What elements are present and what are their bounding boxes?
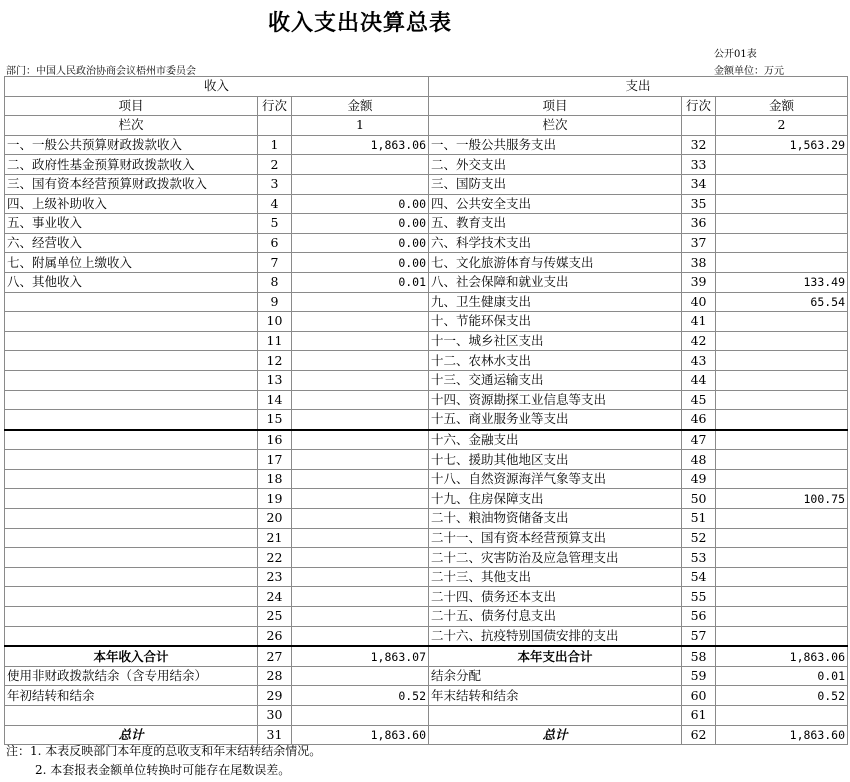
expense-amount (716, 370, 848, 390)
expense-grand-label: 总计 (429, 725, 682, 745)
expense-item-label: 二、外交支出 (429, 155, 682, 175)
table-row (5, 370, 848, 390)
expense-amount (716, 174, 848, 194)
expense-amount (716, 509, 848, 529)
expense-item-label: 六、科学技术支出 (429, 233, 682, 253)
expense-item-label: 十九、住房保障支出 (429, 489, 682, 509)
expense-amount-header: 金额 (716, 96, 848, 116)
income-line-number: 3 (258, 174, 292, 194)
table-row (5, 194, 848, 214)
expense-amount (716, 233, 848, 253)
income-item-label (5, 450, 258, 470)
income-amount (292, 174, 429, 194)
expense-line-number: 36 (682, 214, 716, 234)
income-amount (292, 528, 429, 548)
nonfiscal-surplus-row (5, 666, 848, 686)
income-amount-header: 金额 (292, 96, 429, 116)
expense-line-number: 56 (682, 607, 716, 627)
table-row (5, 430, 848, 450)
income-line-number: 14 (258, 390, 292, 410)
expense-line-number: 46 (682, 410, 716, 430)
income-column-line-empty (258, 116, 292, 136)
expense-item-label: 二十六、抗疫特别国债安排的支出 (429, 626, 682, 646)
table-row (5, 135, 848, 155)
expense-surplus-amount: 0.01 (716, 666, 848, 686)
expense-amount (716, 194, 848, 214)
expense-item-label: 二十三、其他支出 (429, 567, 682, 587)
expense-line-number: 41 (682, 312, 716, 332)
income-item-label: 一、一般公共预算财政拨款收入 (5, 135, 258, 155)
department-label: 部门：中国人民政治协商会议梧州市委员会 (6, 66, 196, 77)
income-line-number: 20 (258, 509, 292, 529)
expense-line-number: 52 (682, 528, 716, 548)
income-amount (292, 390, 429, 410)
expense-end-amount: 0.52 (716, 686, 848, 706)
income-item-label (5, 489, 258, 509)
income-item-label (5, 509, 258, 529)
income-total-amount: 1,863.07 (292, 646, 429, 666)
income-begin-amount: 0.52 (292, 686, 429, 706)
income-amount (292, 155, 429, 175)
footnote-2: 2. 本套报表金额单位转换时可能存在尾数误差。 (35, 763, 291, 777)
income-line-number: 5 (258, 214, 292, 234)
table-row (5, 390, 848, 410)
expense-item-label: 七、文化旅游体育与传媒支出 (429, 253, 682, 273)
table-row (5, 607, 848, 627)
expense-line-number: 44 (682, 370, 716, 390)
income-item-label: 二、政府性基金预算财政拨款收入 (5, 155, 258, 175)
expense-line-number: 39 (682, 272, 716, 292)
expense-amount (716, 155, 848, 175)
expense-line-number: 34 (682, 174, 716, 194)
income-line-number: 21 (258, 528, 292, 548)
income-amount (292, 509, 429, 529)
income-amount: 0.00 (292, 194, 429, 214)
expense-item-label: 十四、资源勘探工业信息等支出 (429, 390, 682, 410)
unit-label: 金额单位：万元 (714, 66, 784, 77)
income-line-number: 12 (258, 351, 292, 371)
expense-item-label: 十八、自然资源海洋气象等支出 (429, 469, 682, 489)
expense-amount (716, 312, 848, 332)
income-item-label (5, 410, 258, 430)
income-item-label (5, 331, 258, 351)
income-nonfiscal-label: 使用非财政拨款结余（含专用结余） (5, 666, 258, 686)
income-item-label (5, 567, 258, 587)
income-item-label (5, 430, 258, 450)
expense-line-number: 53 (682, 548, 716, 568)
column-header-row (5, 96, 848, 116)
expense-line-number: 33 (682, 155, 716, 175)
expense-item-label: 十一、城乡社区支出 (429, 331, 682, 351)
income-item-label (5, 390, 258, 410)
table-row (5, 548, 848, 568)
income-line-number: 13 (258, 370, 292, 390)
income-item-label (5, 548, 258, 568)
income-section-header: 收入 (5, 77, 429, 97)
income-total-label: 本年收入合计 (5, 646, 258, 666)
expense-grand-line: 62 (682, 725, 716, 745)
expense-amount (716, 351, 848, 371)
income-item-label (5, 469, 258, 489)
income-amount (292, 607, 429, 627)
income-blank-label (5, 706, 258, 726)
income-begin-line: 29 (258, 686, 292, 706)
annual-total-row (5, 646, 848, 666)
table-row (5, 567, 848, 587)
section-header-row (5, 77, 848, 97)
income-grand-line: 31 (258, 725, 292, 745)
income-amount (292, 548, 429, 568)
income-grand-label: 总计 (5, 725, 258, 745)
income-item-label: 三、国有资本经营预算财政拨款收入 (5, 174, 258, 194)
table-row (5, 233, 848, 253)
income-item-label (5, 607, 258, 627)
expense-line-number: 48 (682, 450, 716, 470)
expense-amount (716, 567, 848, 587)
expense-amount (716, 587, 848, 607)
expense-line-number: 50 (682, 489, 716, 509)
column-index-row (5, 116, 848, 136)
expense-total-amount: 1,863.06 (716, 646, 848, 666)
expense-item-label: 五、教育支出 (429, 214, 682, 234)
expense-amount (716, 626, 848, 646)
expense-item-label: 十五、商业服务业等支出 (429, 410, 682, 430)
income-item-label (5, 587, 258, 607)
income-item-label (5, 351, 258, 371)
expense-line-header: 行次 (682, 96, 716, 116)
expense-amount: 65.54 (716, 292, 848, 312)
table-row (5, 331, 848, 351)
income-line-number: 25 (258, 607, 292, 627)
income-line-number: 10 (258, 312, 292, 332)
income-amount (292, 587, 429, 607)
expense-item-label: 二十二、灾害防治及应急管理支出 (429, 548, 682, 568)
income-item-label: 四、上级补助收入 (5, 194, 258, 214)
income-total-line: 27 (258, 646, 292, 666)
income-blank-amount (292, 706, 429, 726)
income-line-number: 11 (258, 331, 292, 351)
table-row (5, 587, 848, 607)
expense-item-label: 二十一、国有资本经营预算支出 (429, 528, 682, 548)
expense-item-label: 四、公共安全支出 (429, 194, 682, 214)
income-line-number: 2 (258, 155, 292, 175)
expense-line-number: 38 (682, 253, 716, 273)
expense-line-number: 43 (682, 351, 716, 371)
income-amount (292, 331, 429, 351)
expense-line-number: 49 (682, 469, 716, 489)
expense-blank-label (429, 706, 682, 726)
expense-line-number: 32 (682, 135, 716, 155)
expense-amount (716, 253, 848, 273)
expense-line-number: 45 (682, 390, 716, 410)
carryover-row (5, 686, 848, 706)
income-line-header: 行次 (258, 96, 292, 116)
income-amount (292, 450, 429, 470)
table-row (5, 174, 848, 194)
income-line-number: 9 (258, 292, 292, 312)
income-expense-table (4, 76, 848, 745)
expense-section-header: 支出 (429, 77, 848, 97)
expense-item-label: 九、卫生健康支出 (429, 292, 682, 312)
expense-item-header: 项目 (429, 96, 682, 116)
expense-line-number: 40 (682, 292, 716, 312)
table-row (5, 626, 848, 646)
expense-surplus-line: 59 (682, 666, 716, 686)
income-item-label (5, 370, 258, 390)
income-line-number: 6 (258, 233, 292, 253)
income-grand-amount: 1,863.60 (292, 725, 429, 745)
income-amount: 0.01 (292, 272, 429, 292)
table-row (5, 292, 848, 312)
expense-amount: 100.75 (716, 489, 848, 509)
expense-line-number: 35 (682, 194, 716, 214)
expense-amount (716, 390, 848, 410)
income-amount (292, 292, 429, 312)
income-item-label: 六、经营收入 (5, 233, 258, 253)
income-item-label (5, 292, 258, 312)
expense-grand-amount: 1,863.60 (716, 725, 848, 745)
income-line-number: 1 (258, 135, 292, 155)
table-row (5, 509, 848, 529)
expense-amount (716, 528, 848, 548)
income-column-label: 栏次 (5, 116, 258, 136)
table-row (5, 272, 848, 292)
income-item-label: 七、附属单位上缴收入 (5, 253, 258, 273)
income-amount: 0.00 (292, 214, 429, 234)
expense-surplus-label: 结余分配 (429, 666, 682, 686)
income-line-number: 15 (258, 410, 292, 430)
form-code: 公开01表 (714, 49, 757, 60)
income-amount (292, 469, 429, 489)
expense-column-label: 栏次 (429, 116, 682, 136)
income-amount (292, 567, 429, 587)
expense-item-label: 十七、援助其他地区支出 (429, 450, 682, 470)
expense-item-label: 十三、交通运输支出 (429, 370, 682, 390)
expense-amount (716, 548, 848, 568)
table-row (5, 489, 848, 509)
income-line-number: 26 (258, 626, 292, 646)
table-row (5, 155, 848, 175)
expense-line-number: 47 (682, 430, 716, 450)
expense-amount: 133.49 (716, 272, 848, 292)
income-line-number: 17 (258, 450, 292, 470)
expense-line-number: 55 (682, 587, 716, 607)
expense-blank-amount (716, 706, 848, 726)
income-amount (292, 351, 429, 371)
expense-column-number: 2 (716, 116, 848, 136)
income-amount (292, 410, 429, 430)
income-amount (292, 312, 429, 332)
report-title: 收入支出决算总表 (267, 11, 452, 36)
table-row (5, 214, 848, 234)
expense-amount: 1,563.29 (716, 135, 848, 155)
expense-line-number: 42 (682, 331, 716, 351)
expense-column-line-empty (682, 116, 716, 136)
expense-line-number: 37 (682, 233, 716, 253)
income-begin-label: 年初结转和结余 (5, 686, 258, 706)
expense-line-number: 57 (682, 626, 716, 646)
expense-amount (716, 469, 848, 489)
table-row (5, 469, 848, 489)
income-nonfiscal-line: 28 (258, 666, 292, 686)
income-line-number: 22 (258, 548, 292, 568)
expense-end-line: 60 (682, 686, 716, 706)
income-line-number: 23 (258, 567, 292, 587)
income-amount (292, 430, 429, 450)
income-amount (292, 626, 429, 646)
expense-blank-line: 61 (682, 706, 716, 726)
expense-item-label: 二十五、债务付息支出 (429, 607, 682, 627)
income-amount (292, 370, 429, 390)
expense-end-label: 年末结转和结余 (429, 686, 682, 706)
table-row (5, 528, 848, 548)
income-column-number: 1 (292, 116, 429, 136)
income-item-label: 八、其他收入 (5, 272, 258, 292)
footnotes (6, 742, 321, 780)
income-line-number: 19 (258, 489, 292, 509)
income-item-label (5, 626, 258, 646)
footnote-1: 注：1. 本表反映部门本年度的总收支和年末结转结余情况。 (6, 744, 322, 758)
expense-total-line: 58 (682, 646, 716, 666)
income-amount (292, 489, 429, 509)
expense-item-label: 十二、农林水支出 (429, 351, 682, 371)
table-row (5, 312, 848, 332)
expense-item-label: 八、社会保障和就业支出 (429, 272, 682, 292)
income-item-label: 五、事业收入 (5, 214, 258, 234)
table-row (5, 410, 848, 430)
blank-row (5, 706, 848, 726)
expense-amount (716, 410, 848, 430)
income-line-number: 16 (258, 430, 292, 450)
income-line-number: 8 (258, 272, 292, 292)
income-line-number: 24 (258, 587, 292, 607)
table-row (5, 351, 848, 371)
income-amount: 1,863.06 (292, 135, 429, 155)
expense-amount (716, 607, 848, 627)
expense-item-label: 十、节能环保支出 (429, 312, 682, 332)
expense-line-number: 51 (682, 509, 716, 529)
income-line-number: 7 (258, 253, 292, 273)
table-row (5, 253, 848, 273)
income-blank-line: 30 (258, 706, 292, 726)
expense-line-number: 54 (682, 567, 716, 587)
expense-item-label: 十六、金融支出 (429, 430, 682, 450)
income-line-number: 18 (258, 469, 292, 489)
expense-amount (716, 430, 848, 450)
income-item-label (5, 312, 258, 332)
expense-amount (716, 450, 848, 470)
expense-amount (716, 214, 848, 234)
expense-item-label: 一、一般公共服务支出 (429, 135, 682, 155)
expense-item-label: 三、国防支出 (429, 174, 682, 194)
income-amount: 0.00 (292, 253, 429, 273)
expense-item-label: 二十、粮油物资储备支出 (429, 509, 682, 529)
income-amount: 0.00 (292, 233, 429, 253)
table-row (5, 450, 848, 470)
income-line-number: 4 (258, 194, 292, 214)
expense-total-label: 本年支出合计 (429, 646, 682, 666)
income-nonfiscal-amount (292, 666, 429, 686)
income-item-header: 项目 (5, 96, 258, 116)
expense-amount (716, 331, 848, 351)
income-item-label (5, 528, 258, 548)
expense-item-label: 二十四、债务还本支出 (429, 587, 682, 607)
